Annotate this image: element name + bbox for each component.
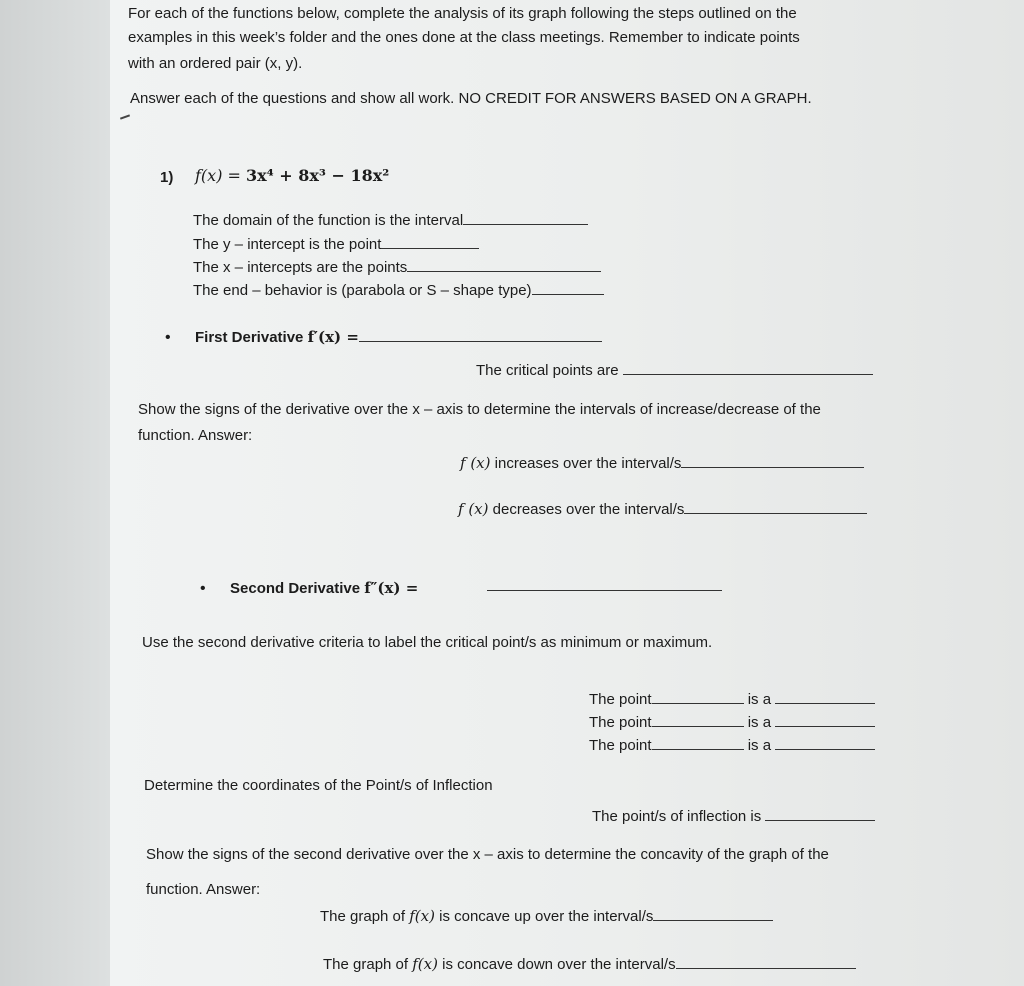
concavity-signs-line-1: Show the signs of the second derivative over the x – axis to determine the concavity of the graph of the [146,846,829,863]
second-derivative-criteria: Use the second derivative criteria to label the critical point/s as minimum or maximum. [142,634,713,651]
critical-point-row [589,689,875,710]
second-derivative-row [230,578,418,599]
end-behavior-blank[interactable] [532,280,604,295]
domain-blank[interactable] [463,210,588,225]
first-derivative-math: f′(x) = [307,328,359,346]
derivative-signs-line-1: Show the signs of the derivative over the x – axis to determine the intervals of increase/decrease of the [138,401,821,418]
function-rhs: 3x⁴ + 8x³ − 18x² [246,166,390,185]
derivative-signs-line-2: function. Answer: [138,427,253,444]
concave-down-blank[interactable] [676,954,856,969]
problem-function [195,166,389,187]
first-derivative-label: First Derivative [195,329,308,346]
inflection-blank[interactable] [765,806,875,821]
classification-blank[interactable] [775,712,875,727]
y-intercept-row [193,234,479,255]
first-derivative-blank[interactable] [359,327,602,342]
x-intercepts-label: The x – intercepts are the points [193,259,408,276]
critical-point-row [589,735,875,756]
decreases-row [458,499,867,520]
is-a-label: is a [747,691,772,708]
classification-blank[interactable] [775,689,875,704]
the-point-label: The point [589,714,652,731]
intro-line-1: For each of the functions below, complete the analysis of its graph following the steps outlined on the [128,5,797,22]
domain-row [193,210,588,231]
concave-up-label: is concave up over the interval/s [434,908,654,925]
end-behavior-label: The end – behavior is (parabola or S – shape type) [193,282,532,299]
domain-label: The domain of the function is the interval [193,212,464,229]
decreases-fx: f (x) [458,500,489,518]
is-a-label: is a [747,714,772,731]
second-derivative-blank[interactable] [487,590,722,591]
concave-up-pre: The graph of [320,908,410,925]
second-derivative-label: Second Derivative [230,580,365,597]
answer-instructions: Answer each of the questions and show all work. NO CREDIT FOR ANSWERS BASED ON A GRAPH. [130,90,812,107]
inflection-label: The point/s of inflection is [592,808,762,825]
concave-up-row [320,906,773,927]
intro-line-3: with an ordered pair (x, y). [128,55,303,72]
decreases-label: decreases over the interval/s [488,501,685,518]
problem-number: 1) [160,169,174,186]
intro-line-2: examples in this week’s folder and the ones done at the class meetings. Remember to indicate points [128,29,800,46]
second-derivative-math: f″(x) = [364,579,419,597]
increases-blank[interactable] [681,453,864,468]
concave-down-pre: The graph of [323,956,413,973]
bullet: • [200,580,206,597]
concave-up-blank[interactable] [653,906,773,921]
critical-points-row [476,360,873,381]
x-intercepts-blank[interactable] [407,257,601,272]
decreases-blank[interactable] [684,499,867,514]
function-lhs: f(x) = [195,166,247,185]
increases-row [460,453,864,474]
document-sheet [110,0,1024,986]
x-intercepts-row [193,257,601,278]
background-edge [0,0,110,986]
concave-up-fx: f(x) [409,907,435,925]
bullet: • [165,329,171,346]
classification-blank[interactable] [775,735,875,750]
is-a-label: is a [747,737,772,754]
inflection-row [592,806,875,827]
y-intercept-blank[interactable] [381,234,479,249]
point-blank[interactable] [652,689,744,704]
point-blank[interactable] [652,735,744,750]
the-point-label: The point [589,737,652,754]
critical-points-label: The critical points are [476,362,619,379]
increases-fx: f (x) [460,454,491,472]
concavity-signs-line-2: function. Answer: [146,881,261,898]
the-point-label: The point [589,691,652,708]
point-blank[interactable] [652,712,744,727]
critical-point-row [589,712,875,733]
inflection-heading: Determine the coordinates of the Point/s of Inflection [144,777,493,794]
concave-down-fx: f(x) [412,955,438,973]
y-intercept-label: The y – intercept is the point [193,236,382,253]
first-derivative-row [195,327,602,348]
increases-label: increases over the interval/s [490,455,682,472]
critical-points-blank[interactable] [623,360,873,375]
concave-down-row [323,954,856,975]
concave-down-label: is concave down over the interval/s [437,956,676,973]
end-behavior-row [193,280,604,301]
